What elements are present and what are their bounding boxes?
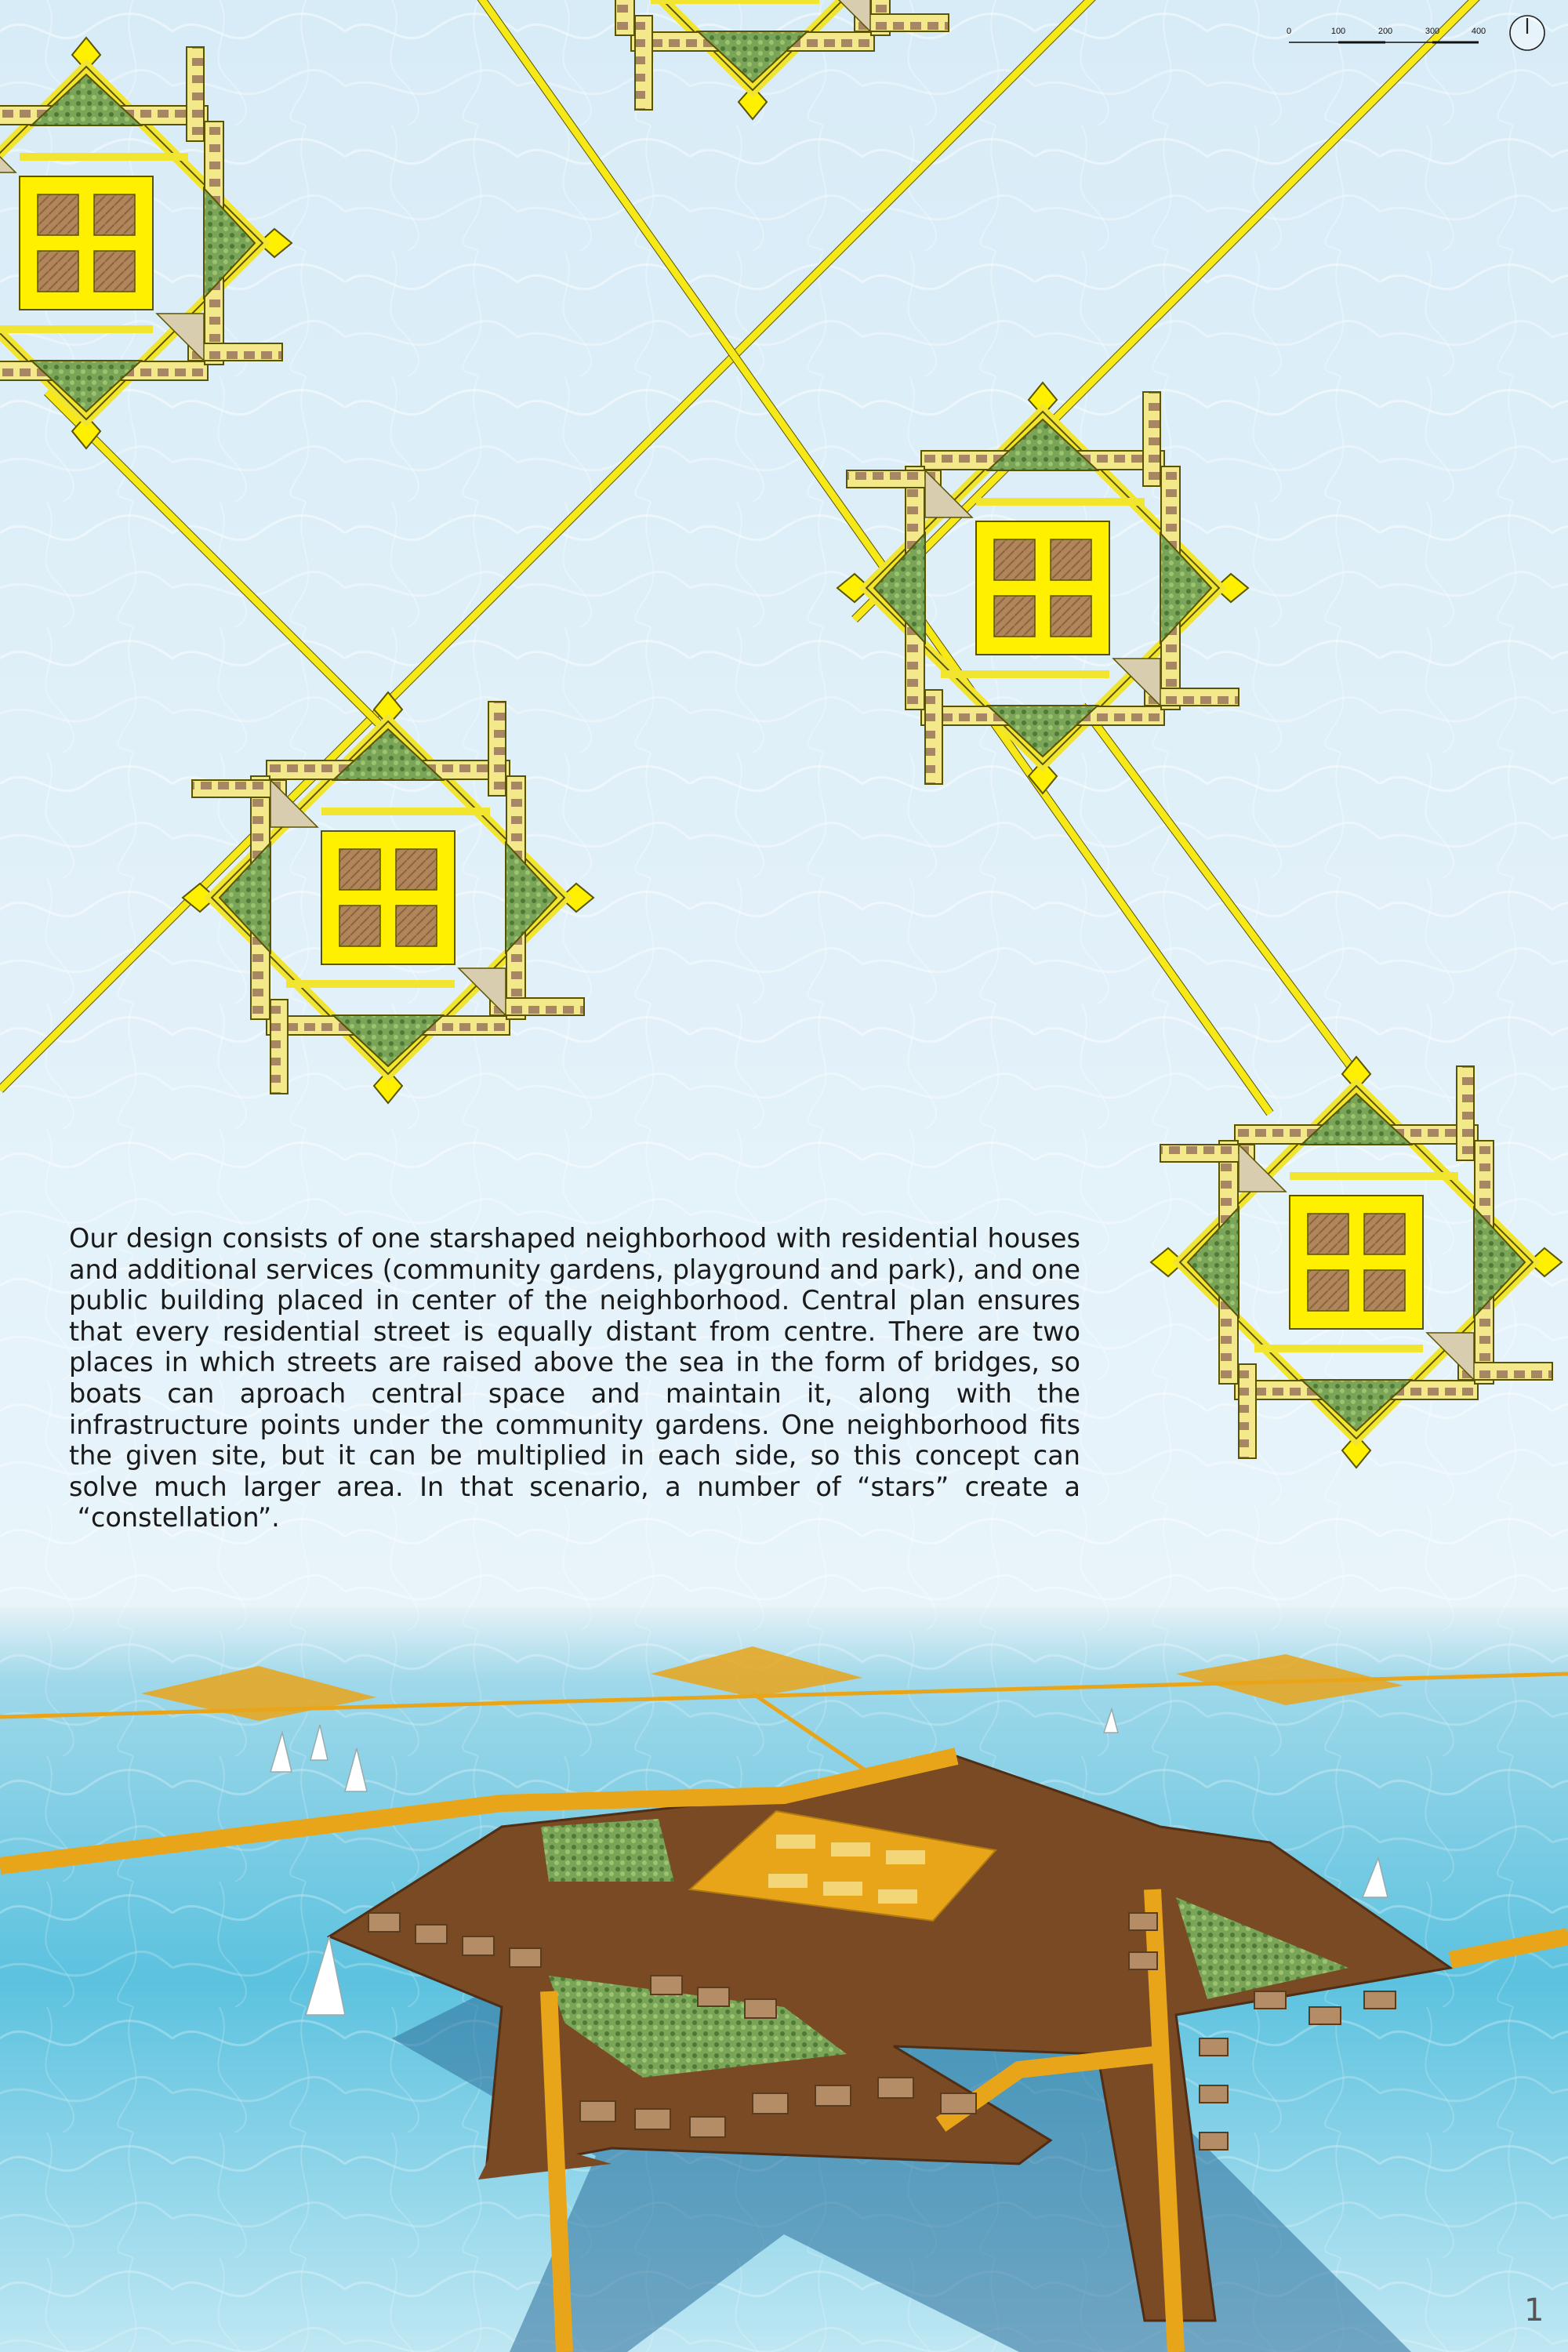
scale-tick-label: 0 (1286, 27, 1292, 36)
scale-tick-label: 300 (1425, 27, 1440, 36)
scale-bar-line (1286, 27, 1482, 52)
project-description: Our design consists of one starshaped neighborhood with residential houses and additional services (community gardens, playground and park), and one public building placed in center of the neighborhood. Central plan ensures that every residential street is equally distant from centre. There are two places in which streets are raised above the sea in the form of bridges, so boats can aproach central space and maintain it, along with the infrastructure points under the community gardens. One neighborhood fits the given site, but it can be multiplied in each side, so this concept can solve much larger area. In that scenario, a number of “stars” create a “constellation”. (69, 1223, 1080, 1534)
page-number: 1 (1524, 2292, 1544, 2328)
scale-tick-label: 400 (1471, 27, 1486, 36)
north-arrow-icon (1508, 13, 1547, 53)
scale-tick-label: 200 (1377, 27, 1393, 36)
scale-tick-label: 100 (1330, 27, 1346, 36)
scale-bar (1286, 27, 1486, 52)
